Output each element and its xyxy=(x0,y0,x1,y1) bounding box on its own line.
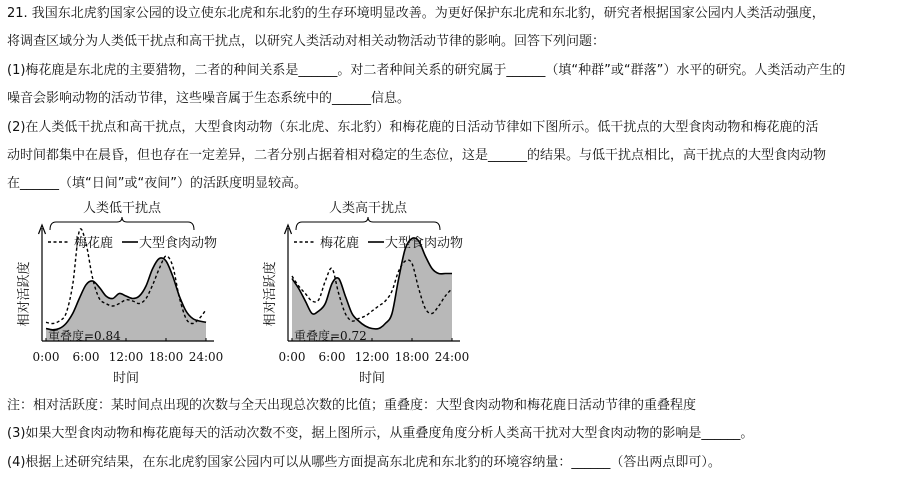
question-line-7: 在______（填“日间”或“夜间”）的活跃度明显较高。 xyxy=(7,176,307,191)
x-tick-label-low-3: 18:00 xyxy=(148,350,184,364)
activity-figure xyxy=(0,198,470,393)
question-line-2: 将调查区域分为人类低干扰点和高干扰点，以研究人类活动对相关动物活动节律的影响。回答下列问题： xyxy=(7,34,606,49)
question-4: (4)根据上述研究结果，在东北虎豹国家公园内可以从哪些方面提高东北虎和东北豹的环境容纳量：______（答出两点即可）。 xyxy=(7,455,721,470)
overlap-label-high: 重叠度=0.72 xyxy=(294,329,367,343)
x-tick-label-high-2: 12:00 xyxy=(354,350,390,364)
x-tick-label-low-4: 24:00 xyxy=(188,350,224,364)
x-axis-label-low: 时间 xyxy=(112,371,140,386)
question-line-5: (2)在人类低干扰点和高干扰点，大型食肉动物（东北虎、东北豹）和梅花鹿的日活动节律如下图所示。低干扰点的大型食肉动物和梅花鹿的活 xyxy=(7,120,819,135)
figure-note: 注：相对活跃度：某时间点出现的次数与全天出现总次数的比值；重叠度：大型食肉动物和梅花鹿日活动节律的重叠程度 xyxy=(7,398,697,413)
overlap-label-low: 重叠度=0.84 xyxy=(48,329,121,343)
x-tick-label-high-3: 18:00 xyxy=(394,350,430,364)
question-3: (3)如果大型食肉动物和梅花鹿每天的活动次数不变，据上图所示，从重叠度角度分析人类高干扰对大型食肉动物的影响是______。 xyxy=(7,426,754,441)
x-tick-label-low-1: 6:00 xyxy=(72,350,100,364)
question-line-4: 噪音会影响动物的活动节律，这些噪音属于生态系统中的______信息。 xyxy=(7,91,411,106)
predator-area-high xyxy=(292,238,452,341)
question-line-1: 21. 我国东北虎豹国家公园的设立使东北虎和东北豹的生存环境明显改善。为更好保护东北虎和东北豹，研究者根据国家公园内人类活动强度， xyxy=(7,6,825,21)
x-tick-label-low-2: 12:00 xyxy=(108,350,144,364)
x-axis-label-high: 时间 xyxy=(358,371,386,386)
group-brace-low xyxy=(50,217,194,230)
panel-title-high: 人类高干扰点 xyxy=(328,201,408,216)
legend-deer-label-low: 梅花鹿 xyxy=(74,236,114,251)
x-tick-label-high-4: 24:00 xyxy=(434,350,470,364)
y-axis-label-high: 相对活跃度 xyxy=(263,261,278,327)
x-tick-label-low-0: 0:00 xyxy=(32,350,60,364)
question-line-6: 动时间都集中在晨昏，但也存在一定差异，二者分别占据着相对稳定的生态位，这是______的结果。与低干扰点相比，高干扰点的大型食肉动物 xyxy=(7,148,827,163)
legend-deer-label-high: 梅花鹿 xyxy=(320,236,360,251)
panel-title-low: 人类低干扰点 xyxy=(82,201,162,216)
y-axis-label-low: 相对活跃度 xyxy=(17,261,32,327)
x-tick-label-high-1: 6:00 xyxy=(318,350,346,364)
legend-predator-label-high: 大型食肉动物 xyxy=(385,236,464,251)
group-brace-high xyxy=(296,217,440,230)
legend-predator-label-low: 大型食肉动物 xyxy=(139,236,218,251)
x-tick-label-high-0: 0:00 xyxy=(278,350,306,364)
question-line-3: (1)梅花鹿是东北虎的主要猎物，二者的种间关系是______。对二者种间关系的研究属于______（填“种群”或“群落”）水平的研究。人类活动产生的 xyxy=(7,63,846,78)
